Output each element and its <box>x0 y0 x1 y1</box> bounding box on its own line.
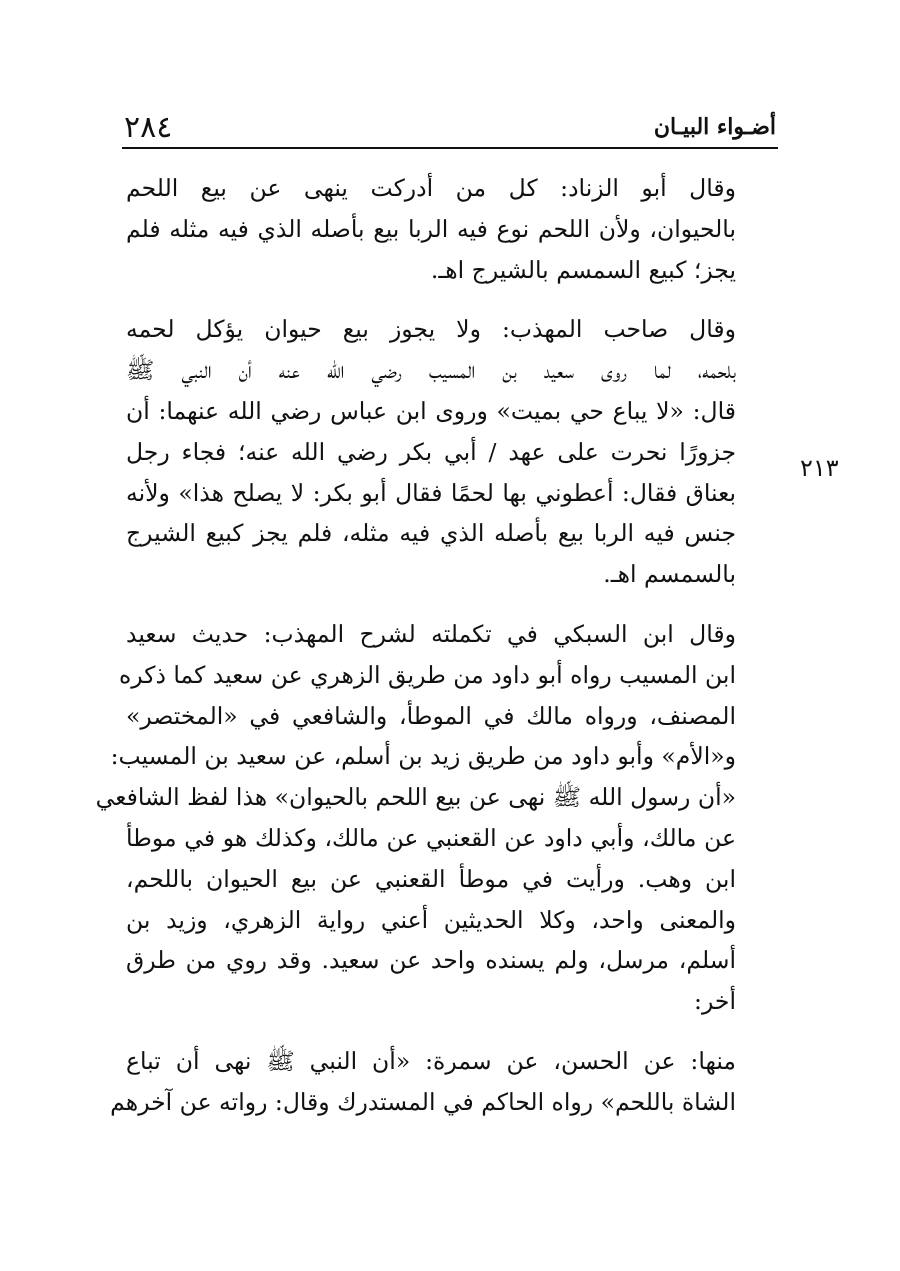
text-line: يجز؛ كبيع السمسم بالشيرج اهـ. <box>430 255 736 284</box>
header-divider <box>122 147 778 149</box>
text-line: وقال صاحب المهذب: ولا يجوز بيع حيوان يؤكل لحمه <box>126 315 736 344</box>
page-body <box>95 168 776 1142</box>
paragraph-abu-zinad <box>126 168 776 290</box>
text-line: بلحمه، لما روى سعيد بن المسيب رضي الله عنه أن النبي ﷺ <box>126 356 736 385</box>
text-line: ابن وهب. ورأيت في موطأ القعنبي عن بيع الحيوان باللحم، <box>126 864 736 893</box>
text-line: جزورًا نحرت على عهد / أبي بكر رضي الله عنه؛ فجاء رجل <box>126 437 736 466</box>
running-title: أضـواء البيـان <box>653 114 776 140</box>
text-line: و«الأم» وأبو داود من طريق زيد بن أسلم، عن سعيد بن المسيب: <box>110 742 736 771</box>
paragraph-samura <box>110 1041 776 1123</box>
paragraph-muhadhdhab <box>126 309 776 595</box>
text-line: الشاة باللحم» رواه الحاكم في المستدرك وقال: رواته عن آخرهم <box>110 1087 736 1116</box>
text-line: منها: عن الحسن، عن سمرة: «أن النبي ﷺ نهى أن تباع <box>126 1046 736 1075</box>
text-line: بالحيوان، ولأن اللحم نوع فيه الربا بيع بأصله الذي فيه مثله فلم <box>126 214 736 243</box>
text-line: وقال أبو الزناد: كل من أدركت ينهى عن بيع اللحم <box>126 174 736 202</box>
text-line: وقال ابن السبكي في تكملته لشرح المهذب: حديث سعيد <box>126 619 736 648</box>
margin-page-reference: ٢١٣ <box>800 454 839 482</box>
text-line: قال: «لا يباع حي بميت» وروى ابن عباس رضي الله عنهما: أن <box>126 396 736 425</box>
text-line: بعناق فقال: أعطوني بها لحمًا فقال أبو بكر: لا يصلح هذا» ولأنه <box>126 478 736 507</box>
text-line: جنس فيه الربا بيع بأصله الذي فيه مثله، فلم يجز كبيع الشيرج <box>126 519 736 548</box>
text-line: بالسمسم اهـ. <box>603 560 736 589</box>
page-header <box>124 110 776 150</box>
page-number: ٢٨٤ <box>124 110 173 145</box>
text-line: عن مالك، وأبي داود عن القعنبي عن مالك، وكذلك هو في موطأ <box>126 823 736 852</box>
text-line: أسلم، مرسل، ولم يسنده واحد عن سعيد. وقد روي من طرق <box>126 946 736 975</box>
text-line: ابن المسيب رواه أبو داود من طريق الزهري عن سعيد كما ذكره <box>118 660 736 689</box>
text-line: أخر: <box>694 987 736 1016</box>
paragraph-ibn-subki <box>95 614 776 1022</box>
text-line: والمعنى واحد، وكلا الحديثين أعني رواية الزهري، وزيد بن <box>126 905 736 934</box>
text-line: «أن رسول الله ﷺ نهى عن بيع اللحم بالحيوان» هذا لفظ الشافعي <box>95 783 736 812</box>
text-line: المصنف، ورواه مالك في الموطأ، والشافعي في «المختصر» <box>126 701 736 730</box>
